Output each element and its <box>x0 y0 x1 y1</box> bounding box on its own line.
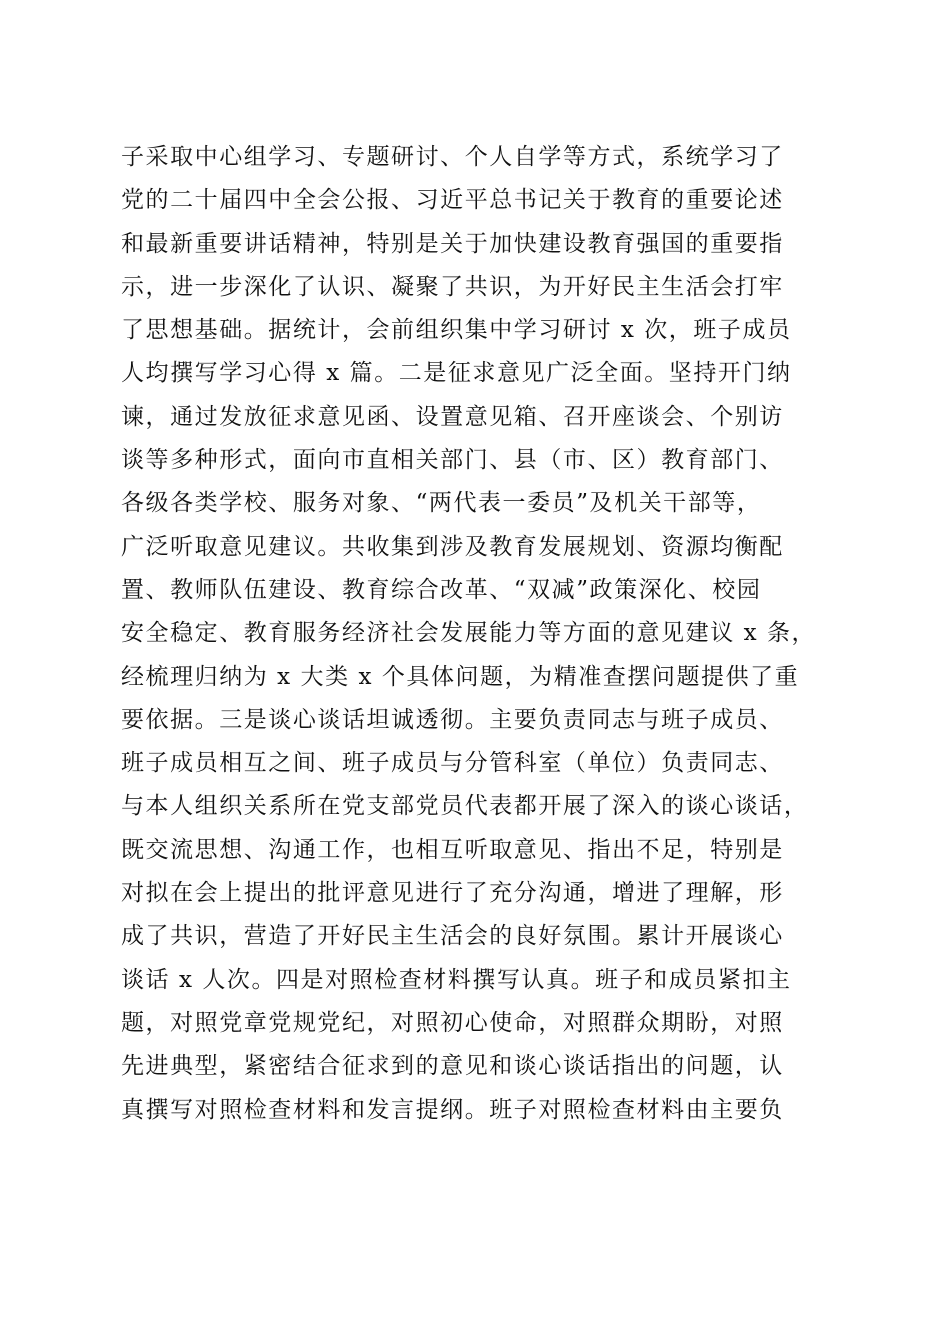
text-line: 与本人组织关系所在党支部党员代表都开展了深入的谈心谈话， <box>121 793 809 820</box>
text-line: 要依据。三是谈心谈话坦诚透彻。主要负责同志与班子成员、 <box>121 706 784 733</box>
text-line: 既交流思想、沟通工作，也相互听取意见、指出不足，特别是 <box>121 836 784 863</box>
text-line: 谏，通过发放征求意见函、设置意见箱、召开座谈会、个别访 <box>121 403 784 430</box>
text-line: 和最新重要讲话精神，特别是关于加快建设教育强国的重要指 <box>121 230 784 257</box>
text-line: 人均撰写学习心得 x 篇。二是征求意见广泛全面。坚持开门纳 <box>121 360 792 387</box>
text-line: 党的二十届四中全会公报、习近平总书记关于教育的重要论述 <box>121 187 784 214</box>
body-text <box>121 136 833 1132</box>
text-line: 题，对照党章党规党纪，对照初心使命，对照群众期盼，对照 <box>121 1009 784 1036</box>
text-line: 子采取中心组学习、专题研讨、个人自学等方式，系统学习了 <box>121 144 784 170</box>
text-line: 谈等多种形式，面向市直相关部门、县（市、区）教育部门、 <box>121 447 784 474</box>
text-line: 成了共识，营造了开好民主生活会的良好氛围。累计开展谈心 <box>121 923 784 950</box>
text-line: 真撰写对照检查材料和发言提纲。班子对照检查材料由主要负 <box>121 1096 784 1123</box>
text-line: 对拟在会上提出的批评意见进行了充分沟通，增进了理解，形 <box>121 880 784 907</box>
text-line: 谈话 x 人次。四是对照检查材料撰写认真。班子和成员紧扣主 <box>121 966 792 993</box>
text-line: 各级各类学校、服务对象、“两代表一委员”及机关干部等， <box>121 490 762 517</box>
text-line: 了思想基础。据统计，会前组织集中学习研讨 x 次，班子成员 <box>121 317 792 344</box>
text-line: 广泛听取意见建议。共收集到涉及教育发展规划、资源均衡配 <box>121 533 784 560</box>
text-line: 班子成员相互之间、班子成员与分管科室（单位）负责同志、 <box>121 750 784 777</box>
text-line: 先进典型，紧密结合征求到的意见和谈心谈话指出的问题，认 <box>121 1053 784 1080</box>
text-line: 置、教师队伍建设、教育综合改革、“双减”政策深化、校园 <box>121 576 762 603</box>
text-line: 安全稳定、教育服务经济社会发展能力等方面的意见建议 x 条， <box>121 620 817 647</box>
text-line: 经梳理归纳为 x 大类 x 个具体问题，为精准查摆问题提供了重 <box>121 663 800 690</box>
text-line: 示，进一步深化了认识、凝聚了共识，为开好民主生活会打牢 <box>121 273 784 300</box>
